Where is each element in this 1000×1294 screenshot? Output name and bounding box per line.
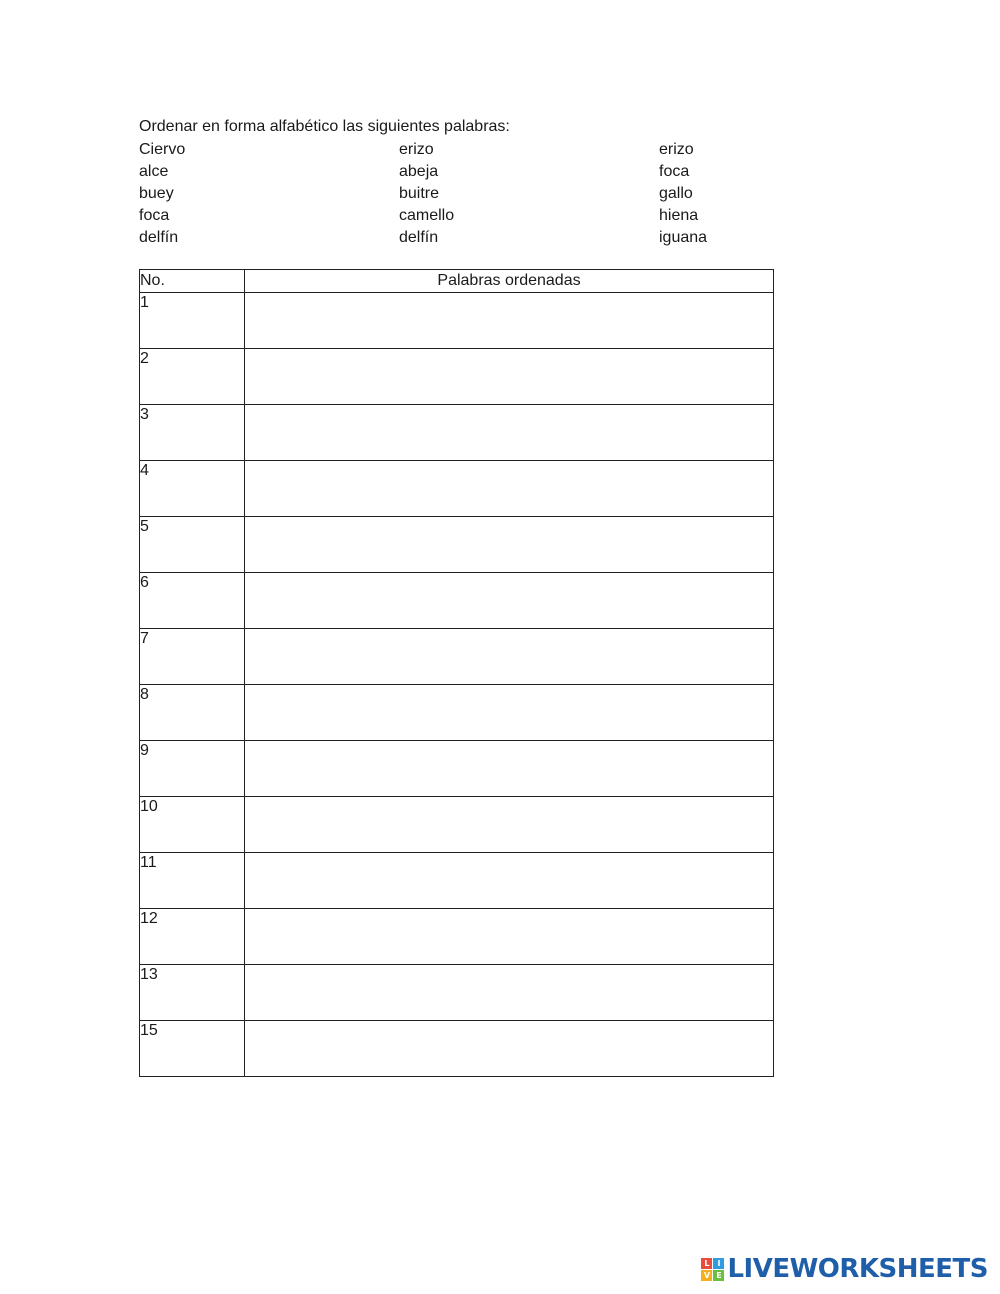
table-row [140,853,774,909]
table-row [140,629,774,685]
answer-cell[interactable] [245,349,774,405]
row-number: 1 [140,293,245,349]
word-item: buitre [399,185,440,202]
table-header-row [140,270,774,293]
row-number: 3 [140,405,245,461]
word-row [139,183,779,205]
answer-cell[interactable] [245,461,774,517]
word-item: iguana [659,229,708,246]
word-item: erizo [399,141,434,158]
table-row [140,573,774,629]
table-row [140,405,774,461]
answer-cell[interactable] [245,573,774,629]
liveworksheets-brand [701,1254,988,1284]
row-number: 2 [140,349,245,405]
answer-cell[interactable] [245,293,774,349]
word-row [139,139,779,161]
table-row [140,965,774,1021]
word-item: Ciervo [139,141,186,158]
table-row [140,741,774,797]
answer-cell[interactable] [245,517,774,573]
word-item: gallo [659,185,693,202]
row-number: 15 [140,1021,245,1077]
row-number: 7 [140,629,245,685]
word-item: foca [659,163,690,180]
answer-cell[interactable] [245,405,774,461]
logo-letter: I [713,1258,724,1269]
row-number: 5 [140,517,245,573]
word-item: delfín [399,229,439,246]
table-row [140,797,774,853]
answer-table [139,269,774,1077]
word-item: buey [139,185,174,202]
table-row [140,293,774,349]
answer-cell[interactable] [245,965,774,1021]
table-row [140,461,774,517]
word-row [139,205,779,227]
word-item: foca [139,207,170,224]
logo-letter: L [701,1258,712,1269]
header-ordered-words: Palabras ordenadas [245,270,774,293]
word-item: alce [139,163,169,180]
word-list [139,139,779,249]
table-row [140,517,774,573]
table-row [140,349,774,405]
table-row [140,909,774,965]
table-row [140,685,774,741]
word-item: erizo [659,141,694,158]
instruction-text: Ordenar en forma alfabético las siguientes palabras: [139,118,510,135]
row-number: 10 [140,797,245,853]
row-number: 9 [140,741,245,797]
word-item: delfín [139,229,179,246]
row-number: 8 [140,685,245,741]
word-item: camello [399,207,455,224]
row-number: 12 [140,909,245,965]
row-number: 4 [140,461,245,517]
answer-cell[interactable] [245,1021,774,1077]
row-number: 6 [140,573,245,629]
row-number: 13 [140,965,245,1021]
word-item: hiena [659,207,699,224]
word-row [139,227,779,249]
answer-cell[interactable] [245,629,774,685]
header-number: No. [140,270,245,293]
word-row [139,161,779,183]
brand-text: LIVEWORKSHEETS [727,1254,988,1284]
answer-cell[interactable] [245,741,774,797]
answer-cell[interactable] [245,685,774,741]
word-item: abeja [399,163,439,180]
answer-cell[interactable] [245,853,774,909]
answer-cell[interactable] [245,909,774,965]
table-row [140,1021,774,1077]
answer-cell[interactable] [245,797,774,853]
row-number: 11 [140,853,245,909]
logo-letter: E [713,1270,724,1281]
liveworksheets-logo-icon [701,1258,724,1281]
logo-letter: V [701,1270,712,1281]
